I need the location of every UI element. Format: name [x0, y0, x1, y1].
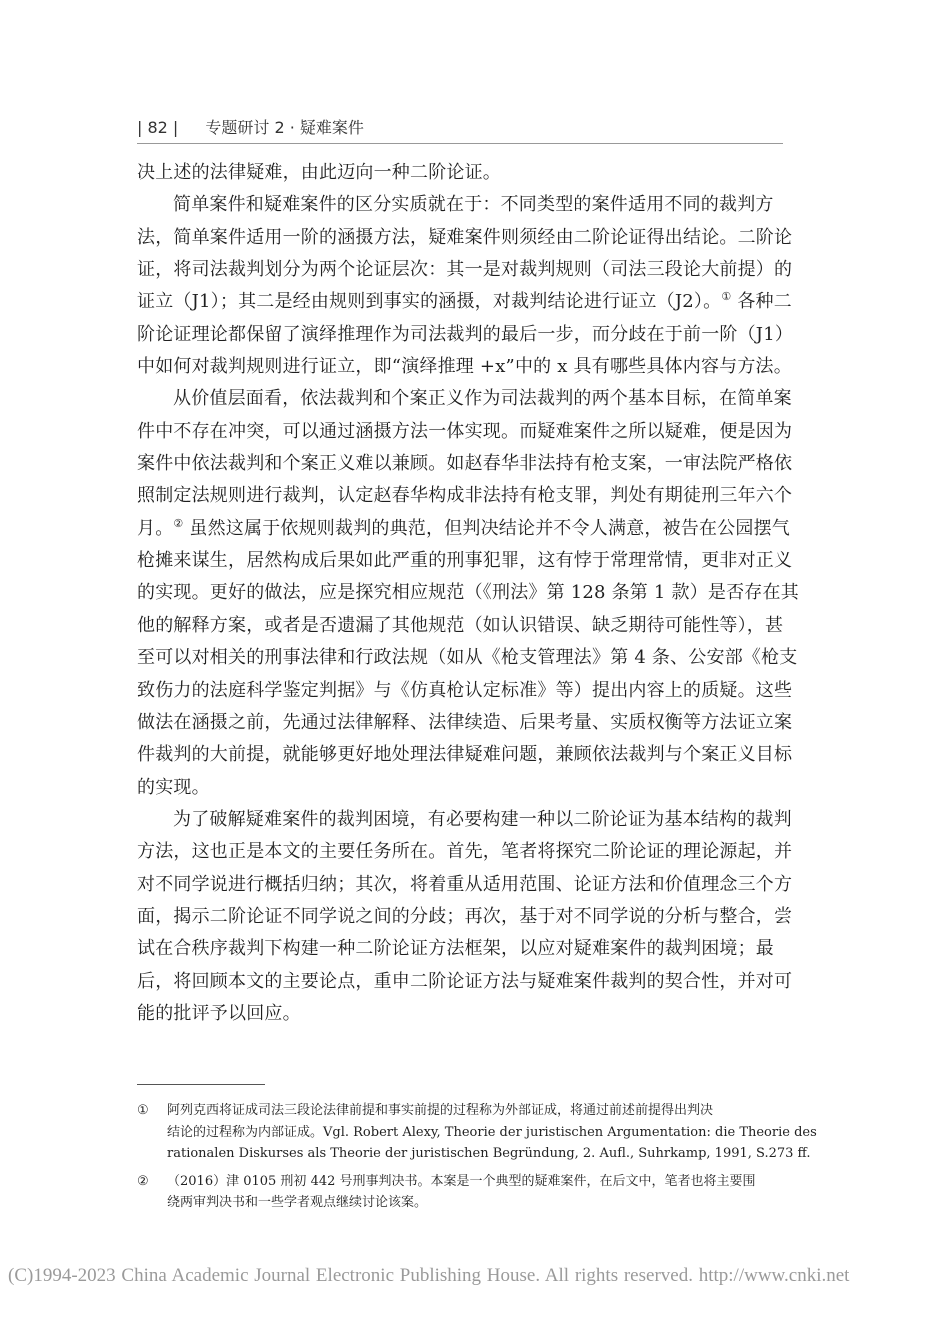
text-line: 中如何对裁判规则进行证立，即“演绎推理 +x”中的 x 具有哪些具体内容与方法。: [137, 356, 792, 378]
copyright-notice: (C)1994-2023 China Academic Journal Electronic Publishing House. All rights reserved. http://www.cnki.net: [8, 1265, 850, 1286]
footnote-line: 结论的过程称为内部证成。Vgl. Robert Alexy, Theorie der juristischen Argumentation: die Theorie des: [167, 1124, 817, 1140]
text-line: 件中不存在冲突，可以通过涵摄方法一体实现。而疑难案件之所以疑难，便是因为: [137, 420, 793, 442]
running-head: [137, 115, 364, 138]
footnote-1: [137, 1100, 817, 1165]
text-line: 阶论证理论都保留了演绎推理作为司法裁判的最后一步，而分歧在于前一阶（J1）: [137, 323, 794, 345]
text-line: 的实现。: [137, 776, 210, 798]
footnote-line: （2016）津 0105 刑初 442 号刑事判决书。本案是一个典型的疑难案件，在后文中，笔者也将主要围: [167, 1173, 756, 1189]
text-line-part: 各种二: [731, 291, 792, 313]
footnote-line: 绕两审判决书和一些学者观点继续讨论该案。: [167, 1195, 428, 1210]
footnote-mark: ②: [137, 1173, 149, 1189]
text-line: 后，将回顾本文的主要论点，重申二阶论证方法与疑难案件裁判的契合性，并对可: [137, 970, 793, 992]
footnote-ref-2[interactable]: ②: [173, 516, 184, 530]
text-line: 他的解释方案，或者是否遗漏了其他规范（如认识错误、缺乏期待可能性等），甚: [137, 614, 784, 636]
text-line-part: 月。: [137, 517, 174, 539]
text-line-part: 证立（J1）；其二是经由规则到事实的涵摄，对裁判结论进行证立（J2）。: [137, 291, 722, 313]
text-line: 方法，这也正是本文的主要任务所在。首先，笔者将探究二阶论证的理论源起，并: [137, 841, 793, 863]
text-line: 对不同学说进行概括归纳；其次，将着重从适用范围、论证方法和价值理念三个方: [137, 873, 793, 895]
paragraph: [137, 804, 793, 1030]
body-text: [137, 157, 799, 1030]
paragraph: [137, 383, 799, 803]
text-line: 枪摊来谋生，居然构成后果如此严重的刑事犯罪，这有悖于常理常情，更非对正义: [137, 550, 793, 572]
text-line: 至可以对相关的刑事法律和行政法规（如从《枪支管理法》第 4 条、公安部《枪支: [137, 647, 798, 669]
header-divider: [137, 143, 783, 144]
paragraph: [137, 189, 794, 383]
text-line: 证，将司法裁判划分为两个论证层次：其一是对裁判规则（司法三段论大前提）的: [137, 259, 793, 281]
footnote-divider: [137, 1084, 265, 1085]
text-line: 照制定法规则进行裁判，认定赵春华构成非法持有枪支罪，判处有期徒刑三年六个: [137, 485, 793, 507]
section-title: 专题研讨 2 · 疑难案件: [205, 118, 364, 137]
text-line: 件裁判的大前提，就能够更好地处理法律疑难问题，兼顾依法裁判与个案正义目标: [137, 744, 793, 766]
text-line: 试在合秩序裁判下构建一种二阶论证方法框架，以应对疑难案件的裁判困境；最: [137, 938, 774, 960]
footnote-2: [137, 1171, 787, 1214]
text-line: 简单案件和疑难案件的区分实质就在于：不同类型的案件适用不同的裁判方: [173, 194, 774, 216]
footnote-mark: ①: [137, 1103, 149, 1118]
text-line: 决上述的法律疑难，由此迈向一种二阶论证。: [137, 162, 501, 183]
text-line: 的实现。更好的做法，应是探究相应规范（《刑法》第 128 条第 1 款）是否存在其: [137, 582, 799, 604]
text-line: [137, 286, 792, 318]
text-line: 做法在涵摄之前，先通过法律解释、法律续造、后果考量、实质权衡等方法证立案: [137, 711, 793, 733]
footnotes: [137, 1100, 817, 1220]
text-line: 面，揭示二阶论证不同学说之间的分歧；再次，基于对不同学说的分析与整合，尝: [137, 905, 793, 927]
text-line-part: 虽然这属于依规则裁判的典范，但判决结论并不令人满意，被告在公园摆气: [183, 517, 790, 539]
text-line: 能的批评予以回应。: [137, 1002, 301, 1024]
text-line: [137, 513, 790, 545]
footnote-line: 阿列克西将证成司法三段论法律前提和事实前提的过程称为外部证成，将通过前述前提得出判决: [167, 1103, 714, 1118]
page-number: | 82 |: [137, 118, 179, 137]
paragraph: [137, 157, 783, 189]
text-line: 从价值层面看，依法裁判和个案正义作为司法裁判的两个基本目标，在简单案: [173, 388, 792, 410]
text-line: 致伤力的法庭科学鉴定判据》与《仿真枪认定标准》等）提出内容上的质疑。这些: [137, 679, 793, 701]
text-line: 案件中依法裁判和个案正义难以兼顾。如赵春华非法持有枪支案，一审法院严格依: [137, 453, 793, 475]
text-line: 法，简单案件适用一阶的涵摄方法，疑难案件则须经由二阶论证得出结论。二阶论: [137, 226, 793, 248]
text-line: 为了破解疑难案件的裁判困境，有必要构建一种以二阶论证为基本结构的裁判: [173, 808, 792, 830]
footnote-ref-1[interactable]: ①: [721, 290, 732, 304]
footnote-line: rationalen Diskurses als Theorie der juristischen Begründung, 2. Aufl., Suhrkamp, 1991, S.273 ff.: [167, 1146, 811, 1161]
